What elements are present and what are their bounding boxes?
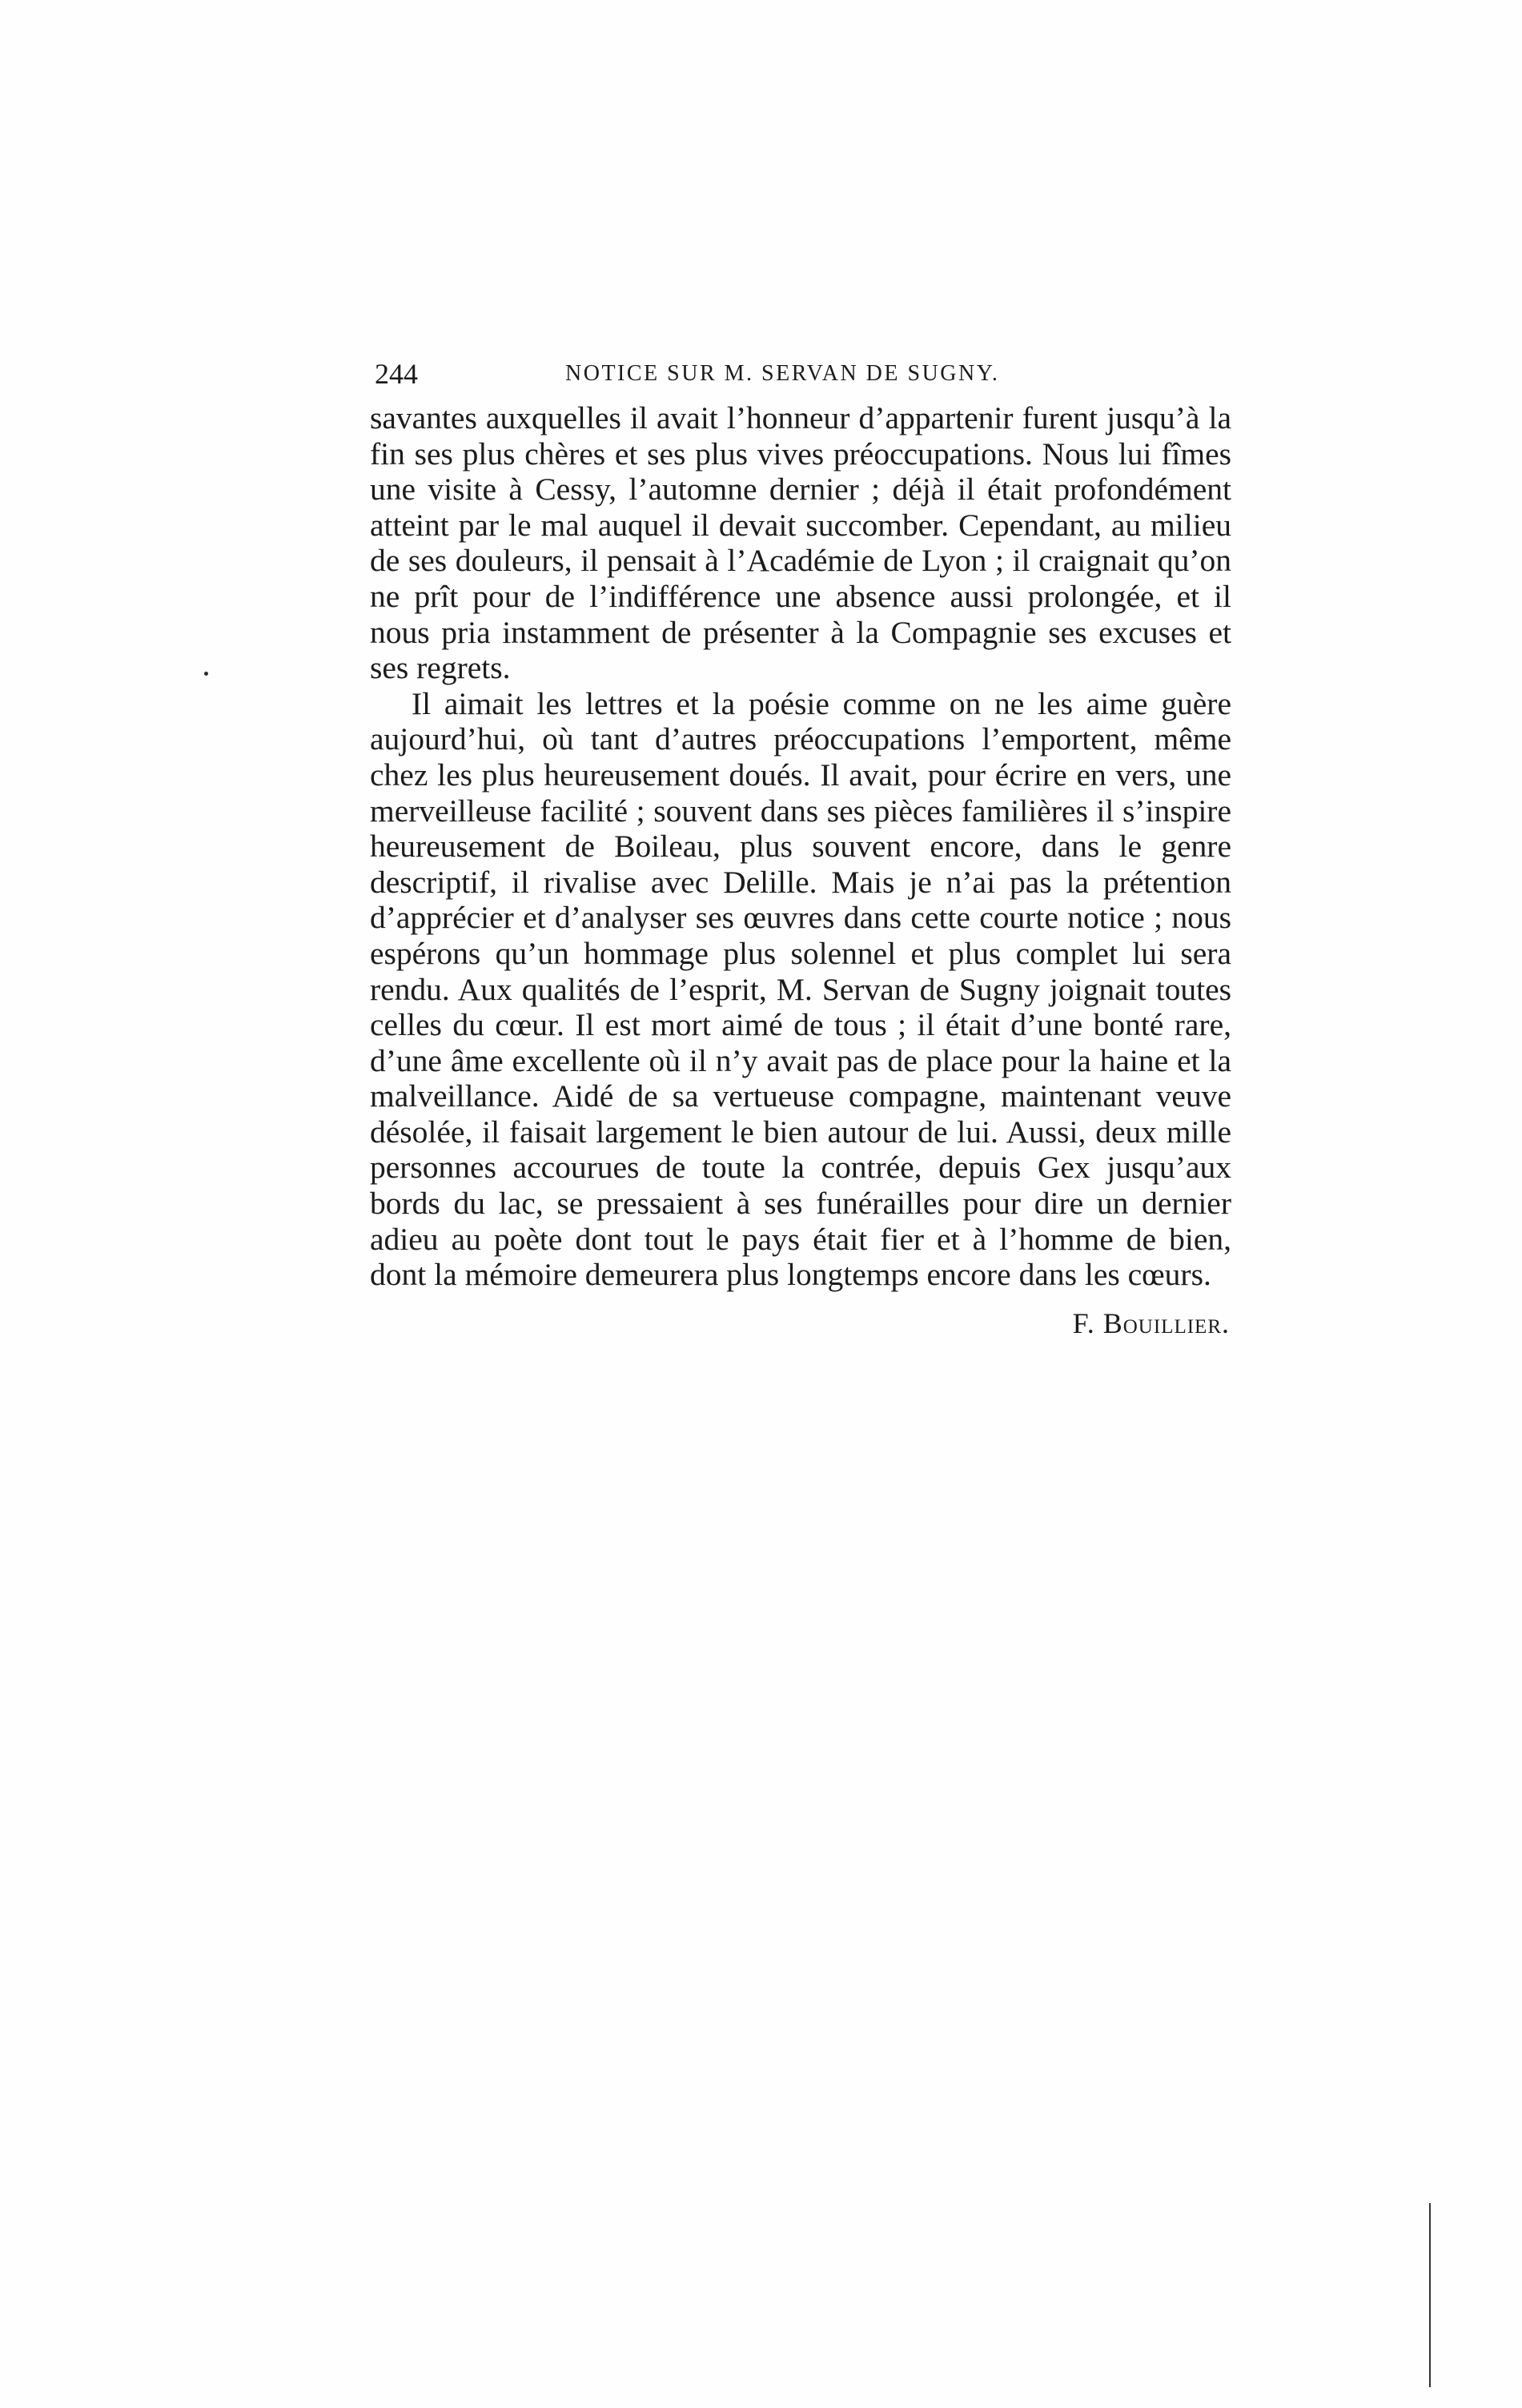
paragraph-1: savantes auxquelles il avait l’honneur d’appartenir furent jusqu’à la fin ses plus chères et ses plus vives préoccupations. Nous lui fîmes une visite à Cessy, l’automne dernier ; déjà il était profondément atteint par le mal auquel il devait succomber. Cependant, au milieu de ses douleurs, il pensait à l’Académie de Lyon ; il craignait qu’on ne prît pour de l’indifférence une absence aussi prolongée, et il nous pria instamment de présenter à la Compagnie ses excuses et ses regrets. bbox=[370, 400, 1231, 686]
running-title: NOTICE SUR M. SERVAN DE SUGNY. bbox=[565, 361, 1000, 386]
margin-ink-mark bbox=[204, 672, 208, 676]
signature-surname: Bouillier. bbox=[1102, 1306, 1230, 1339]
page-edge-line bbox=[1429, 2203, 1431, 2387]
page-number: 244 bbox=[375, 358, 418, 390]
author-signature bbox=[370, 1306, 1231, 1341]
text-block bbox=[370, 357, 1231, 1341]
paragraph-2: Il aimait les lettres et la poésie comme on ne les aime guère aujourd’hui, où tant d’autres préoccupations l’emportent, même chez les plus heureusement doués. Il avait, pour écrire en vers, une merveilleuse facilité ; souvent dans ses pièces familières il s’inspire heureusement de Boileau, plus souvent encore, dans le genre descriptif, il rivalise avec Delille. Mais je n’ai pas la prétention d’apprécier et d’analyser ses œuvres dans cette courte notice ; nous espérons qu’un hommage plus solennel et plus complet lui sera rendu. Aux qualités de l’esprit, M. Servan de Sugny joignait toutes celles du cœur. Il est mort aimé de tous ; il était d’une bonté rare, d’une âme excellente où il n’y avait pas de place pour la haine et la malveillance. Aidé de sa vertueuse compagne, maintenant veuve désolée, il faisait largement le bien autour de lui. Aussi, deux mille personnes accourues de toute la contrée, depuis Gex jusqu’aux bords du lac, se pressaient à ses funérailles pour dire un dernier adieu au poète dont tout le pays était fier et à l’homme de bien, dont la mémoire demeurera plus longtemps encore dans les cœurs. bbox=[370, 685, 1231, 1293]
signature-initial: F. bbox=[1072, 1306, 1095, 1339]
running-head bbox=[370, 357, 1231, 400]
